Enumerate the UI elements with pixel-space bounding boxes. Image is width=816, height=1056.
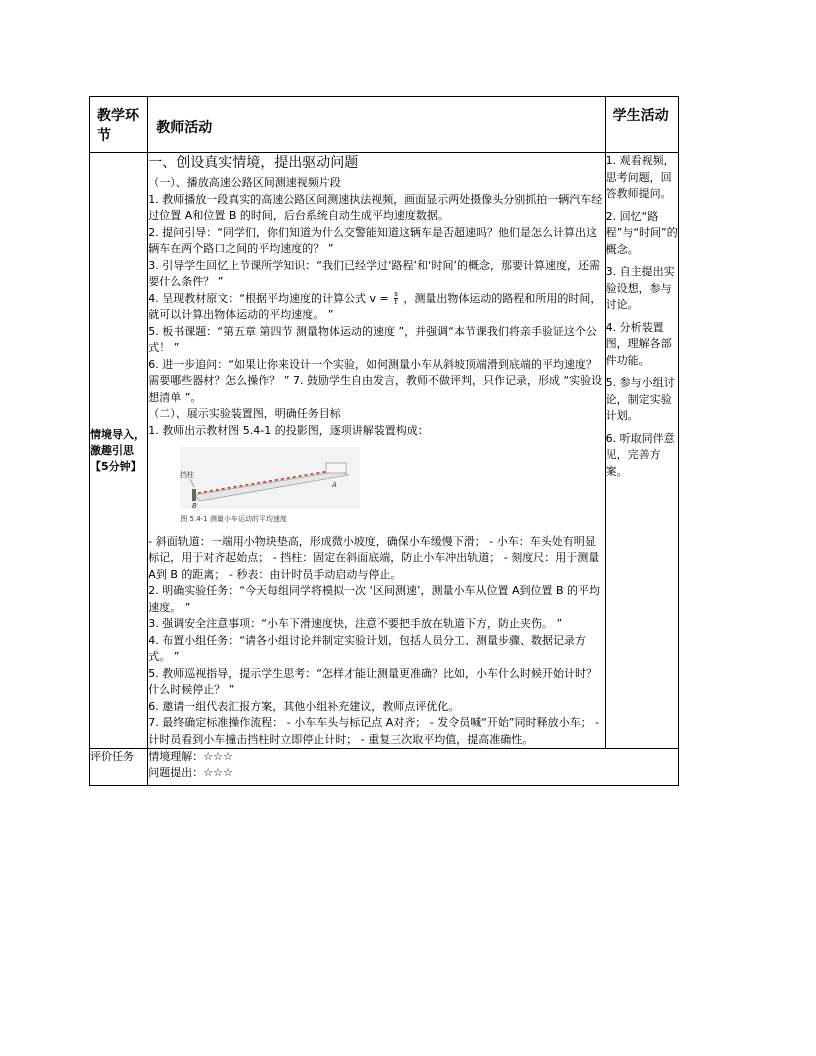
part2-item-3: 3. 强调安全注意事项：“小车下滑速度快，注意不要把手放在轨道下方，防止夹伤。 ” (148, 617, 563, 630)
item-4-post: ，测量出物体运动的路程和所用的时间，就可以计算出物体运动的平均速度。 ” (148, 291, 602, 321)
stage-label: 情境导入，激趣引思【5分钟】 (90, 427, 145, 473)
teacher-activity-cell (148, 153, 605, 749)
speed-formula (394, 291, 398, 306)
incline-apparatus-image (180, 447, 360, 509)
label-point-a: A (332, 481, 338, 489)
components-list: - 斜面轨道：一端用小物块垫高，形成微小坡度，确保小车缓慢下滑； - 小车：车头处有明显标记，用于对齐起始点； - 挡柱：固定在斜面底端，防止小车冲出轨道； - 刻度尺：用于测量 A到 B 的距离； - 秒表：由计时员手动启动与停止。 (148, 534, 600, 581)
part2-item-5: 5. 教师巡视指导，提示学生思考：“怎样才能让测量更准确？比如，小车什么时候开始计时？什么时候停止？ ” (148, 666, 597, 696)
label-point-b: B (192, 502, 198, 509)
student-item-2: 2. 回忆“路程”与“时间”的概念。 (605, 209, 678, 256)
evaluation-line-1: 情境理解：☆☆☆ (148, 750, 233, 763)
item-4 (148, 291, 604, 324)
figure-caption: 图 5.4-1 测量小车运动的平均速度 (180, 515, 287, 523)
part2-item-1: 1. 教师出示教材图 5.4-1 的投影图，逐项讲解装置构成： (148, 423, 429, 437)
header-student: 学生活动 (612, 108, 669, 124)
formula-numerator: s (394, 290, 398, 298)
item-5: 5. 板书课题：“第五章 第四节 测量物体运动的速度 ”，并强调“本节课我们将亲手验证这个公式！ ” (148, 324, 597, 354)
student-item-3: 3. 自主提出实验设想，参与讨论。 (605, 265, 675, 311)
header-student-cell (605, 97, 678, 153)
item-6-7: 6. 进一步追问：“如果让你来设计一个实验，如何测量小车从斜坡顶端滑到底端的平均速度？需要哪些器材？怎么操作？ ” 7. 鼓励学生自由发言，教师不做评判，只作记录，形成 “实验设想清单 ”。 (148, 357, 603, 404)
part1-heading: （一）、播放高速公路区间测速视频片段 (148, 176, 341, 189)
header-teacher-cell (148, 97, 605, 153)
evaluation-row (90, 749, 679, 786)
label-stop-post: 挡柱 (180, 471, 195, 479)
part2-item-7: 7. 最终确定标准操作流程： - 小车车头与标记点 A对齐； - 发令员喊“开始”同时释放小车； - 计时员看到小车撞击挡柱时立即停止计时； - 重复三次取平均值，提高准确性。 (148, 716, 600, 746)
header-stage-cell (90, 97, 148, 153)
header-teacher: 教师活动 (156, 120, 213, 136)
stage-cell (90, 153, 148, 749)
lesson-plan-table (89, 96, 679, 786)
part2-heading: （二）、展示实验装置图，明确任务目标 (148, 407, 341, 420)
section-title: 一、创设真实情境，提出驱动问题 (148, 155, 359, 171)
item-3: 3. 引导学生回忆上节课所学知识：“我们已经学过‘路程’和‘时间’的概念，那要计算速度，还需要什么条件？ ” (148, 258, 600, 288)
evaluation-label: 评价任务 (90, 749, 148, 786)
student-item-6: 6. 听取同伴意见，完善方案。 (605, 431, 675, 478)
evaluation-line-2: 问题提出：☆☆☆ (148, 766, 233, 779)
student-item-1: 1. 观看视频，思考问题，回答教师提问。 (605, 154, 675, 200)
stop-post-icon (192, 489, 196, 501)
student-item-4: 4. 分析装置图，理解各部件功能。 (605, 320, 672, 367)
item-1: 1. 教师播放一段真实的高速公路区间测速执法视频，画面显示两处摄像头分别抓拍一辆汽车经过位置 A和位置 B 的时间，后台系统自动生成平均速度数据。 (148, 192, 603, 222)
student-activity-cell (605, 153, 678, 749)
item-2: 2. 提问引导：“同学们，你们知道为什么交警能知道这辆车是否超速吗？他们是怎么计算出这辆车在两个路口之间的平均速度的？ ” (148, 225, 597, 255)
part2-item-6: 6. 邀请一组代表汇报方案，其他小组补充建议，教师点评优化。 (148, 699, 460, 713)
part2-item-4: 4. 布置小组任务：“请各小组讨论并制定实验计划，包括人员分工、测量步骤、数据记录方式。 ” (148, 633, 586, 663)
cart-icon (326, 463, 346, 473)
formula-denominator: t (394, 298, 398, 306)
header-row (90, 97, 679, 153)
part2-item-2: 2. 明确实验任务：“今天每组同学将模拟一次 ‘区间测速’，测量小车从位置 A到位置 B 的平均速度。 ” (148, 584, 601, 614)
student-item-5: 5. 参与小组讨论，制定实验计划。 (605, 376, 675, 422)
evaluation-body (148, 749, 679, 786)
main-row (90, 153, 679, 749)
header-stage: 教学环节 (97, 108, 139, 144)
apparatus-figure (180, 447, 360, 528)
item-4-pre: 4. 呈现教材原文：“根据平均速度的计算公式 v = (148, 291, 389, 305)
